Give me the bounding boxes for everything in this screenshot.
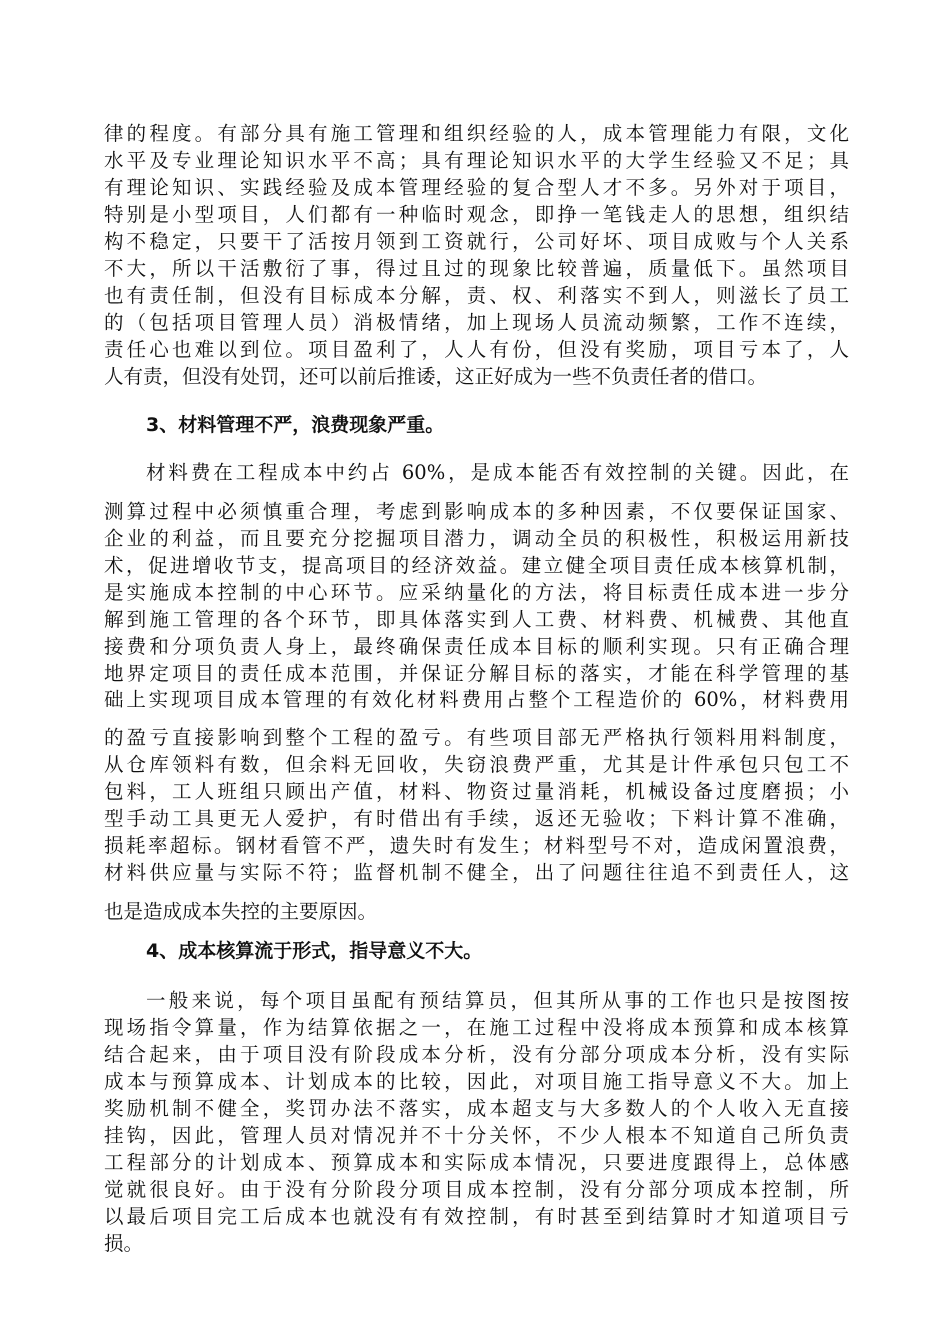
- text-line: 材料费在工程成本中约占 60%，是成本能否有效控制的关键。因此，在: [146, 461, 849, 484]
- text-line: 有理论知识、实践经验及成本管理经验的复合型人才不多。另外对于项目，: [104, 176, 849, 199]
- text-line: 构不稳定，只要干了活按月领到工资就行，公司好坏、项目成败与个人关系: [104, 230, 849, 253]
- text-line: 的盈亏直接影响到整个工程的盈亏。有些项目部无严格执行领料用料制度，: [104, 726, 849, 749]
- section-heading-3: 3、材料管理不严，浪费现象严重。: [146, 414, 445, 436]
- text-line: 材料供应量与实际不符；监督机制不健全，出了问题往往追不到责任人，这: [104, 861, 849, 884]
- text-line: 挂钩，因此，管理人员对情况并不十分关怀，不少人根本不知道自己所负责: [104, 1124, 849, 1147]
- section-heading-4: 4、成本核算流于形式，指导意义不大。: [146, 940, 483, 962]
- text-line: 一般来说，每个项目虽配有预结算员，但其所从事的工作也只是按图按: [146, 989, 849, 1012]
- text-line: 损耗率超标。钢材看管不严，遗失时有发生；材料型号不对，造成闲置浪费，: [104, 834, 849, 857]
- text-line: 也是造成成本失控的主要原因。: [104, 900, 378, 923]
- text-line: 型手动工具更无人爱护，有时借出有手续，返还无验收；下料计算不准确，: [104, 807, 849, 830]
- text-line: 损。: [104, 1232, 144, 1255]
- text-line: 水平及专业理论知识水平不高；具有理论知识水平的大学生经验又不足；具: [104, 149, 849, 172]
- text-line: 解到施工管理的各个环节，即具体落实到人工费、材料费、机械费、其他直: [104, 608, 849, 631]
- text-line: 地界定项目的责任成本范围，并保证分解目标的落实，才能在科学管理的基: [104, 662, 849, 685]
- text-line: 术，促进增收节支，提高项目的经济效益。建立健全项目责任成本核算机制，: [104, 554, 849, 577]
- text-line: 接费和分项负责人身上，最终确保责任成本目标的顺利实现。只有正确合理: [104, 635, 849, 658]
- text-line: 包料，工人班组只顾出产值，材料、物资过量消耗，机械设备过度磨损；小: [104, 780, 849, 803]
- text-line: 础上实现项目成本管理的有效化材料费用占整个工程造价的 60%，材料费用: [104, 688, 849, 711]
- text-line: 企业的利益，而且要充分挖掘项目潜力，调动全员的积极性，积极运用新技: [104, 527, 849, 550]
- text-line: 工程部分的计划成本、预算成本和实际成本情况，只要进度跟得上，总体感: [104, 1151, 849, 1174]
- text-line: 不大，所以干活敷衍了事，得过且过的现象比较普遍，质量低下。虽然项目: [104, 257, 849, 280]
- text-line: 以最后项目完工后成本也就没有有效控制，有时甚至到结算时才知道项目亏: [104, 1205, 849, 1228]
- text-line: 人有责，但没有处罚，还可以前后推诿，这正好成为一些不负责任者的借口。: [104, 365, 768, 388]
- text-line: 是实施成本控制的中心环节。应采纳量化的方法，将目标责任成本进一步分: [104, 581, 849, 604]
- text-line: 奖励机制不健全，奖罚办法不落实，成本超支与大多数人的个人收入无直接: [104, 1097, 849, 1120]
- text-line: 从仓库领料有数，但余料无回收，失窃浪费严重，尤其是计件承包只包工不: [104, 753, 849, 776]
- text-line: 现场指令算量，作为结算依据之一，在施工过程中没将成本预算和成本核算: [104, 1016, 849, 1039]
- text-line: 成本与预算成本、计划成本的比较，因此，对项目施工指导意义不大。加上: [104, 1070, 849, 1093]
- text-line: 测算过程中必须慎重合理，考虑到影响成本的多种因素，不仅要保证国家、: [104, 500, 849, 523]
- text-line: 特别是小型项目，人们都有一种临时观念，即挣一笔钱走人的思想，组织结: [104, 203, 849, 226]
- text-line: 责任心也难以到位。项目盈利了，人人有份，但没有奖励，项目亏本了，人: [104, 338, 849, 361]
- text-line: 律的程度。有部分具有施工管理和组织经验的人，成本管理能力有限，文化: [104, 122, 849, 145]
- text-line: 也有责任制，但没有目标成本分解，责、权、利落实不到人，则滋长了员工: [104, 284, 849, 307]
- text-line: 结合起来，由于项目没有阶段成本分析，没有分部分项成本分析，没有实际: [104, 1043, 849, 1066]
- text-line: 觉就很良好。由于没有分阶段分项目成本控制，没有分部分项成本控制，所: [104, 1178, 849, 1201]
- text-line: 的（包括项目管理人员）消极情绪，加上现场人员流动频繁，工作不连续，: [104, 311, 849, 334]
